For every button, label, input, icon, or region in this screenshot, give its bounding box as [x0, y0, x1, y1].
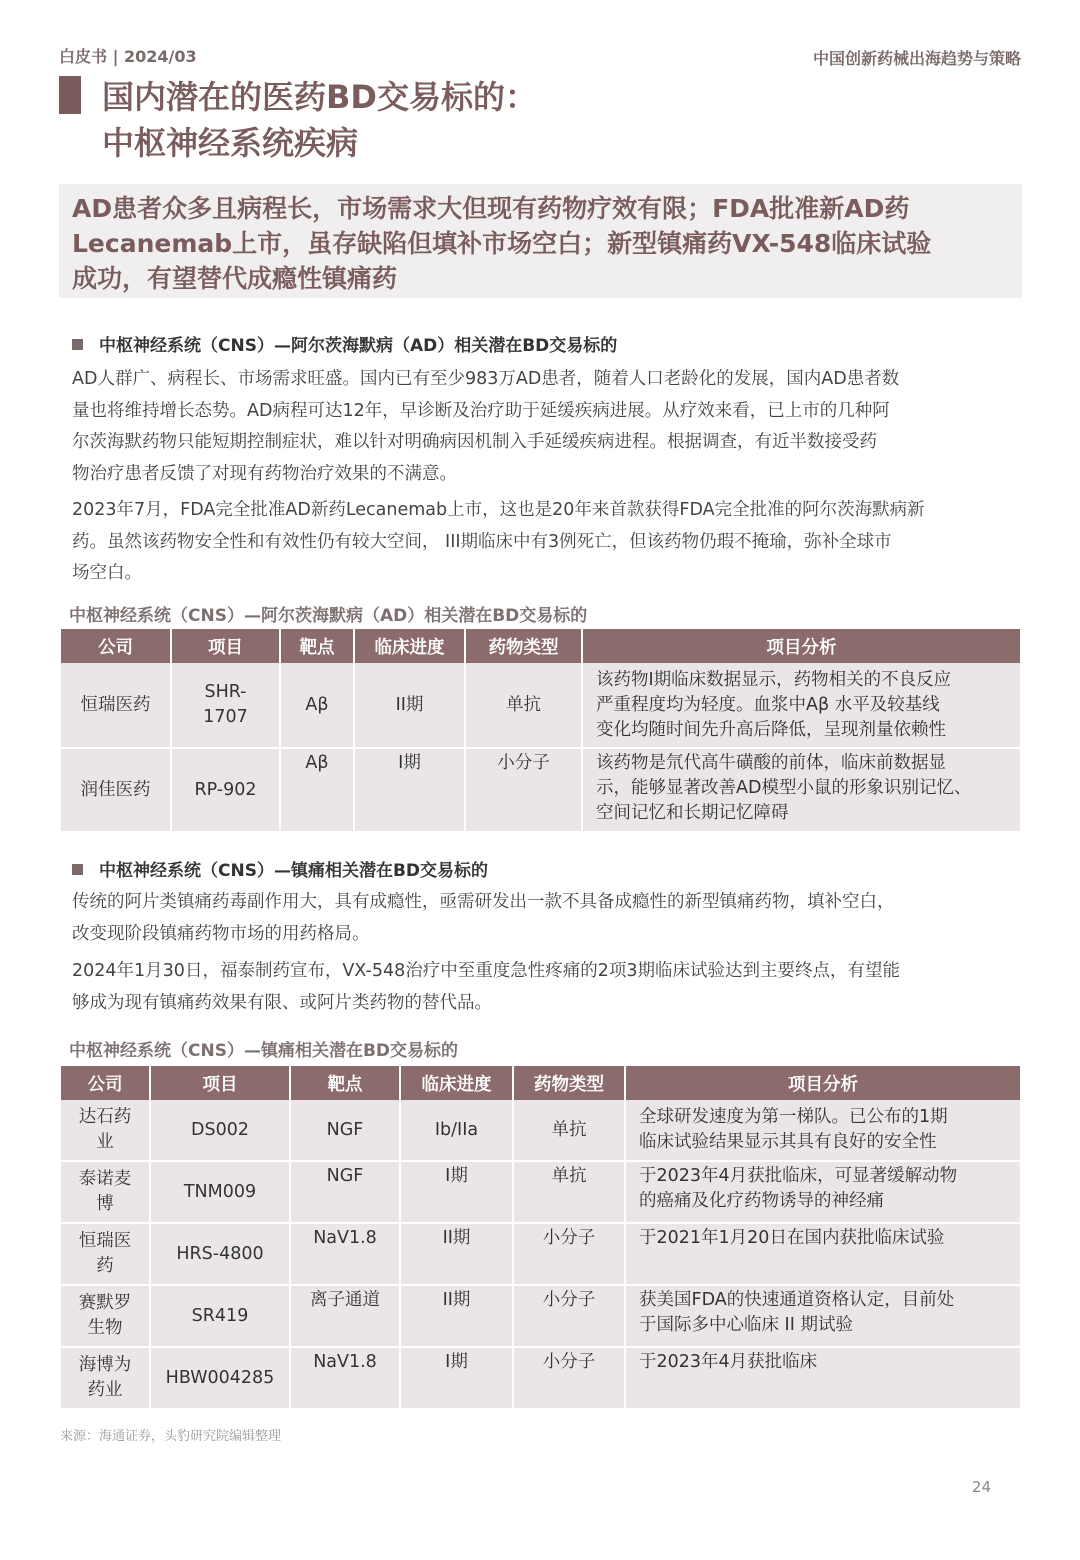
cell-company-line: 润佳医药 [80, 779, 151, 800]
cell-project [151, 1162, 289, 1224]
cell-project-line: TNM009 [183, 1181, 257, 1202]
cell-type: 单抗 [514, 1100, 624, 1162]
cell-phase: II期 [401, 1286, 512, 1348]
cell-project [151, 1286, 289, 1348]
cell-project [172, 663, 279, 749]
page-title-line2: 中枢神经系统疾病 [102, 124, 359, 162]
cell-project [151, 1224, 289, 1286]
summary-line: AD患者众多且病程长，市场需求大但现有药物疗效有限；FDA批准新AD药 [72, 194, 910, 223]
cell-analysis [626, 1162, 1020, 1224]
text-line: 量也将维持增长态势。AD病程可达12年，早诊断及治疗助于延缓疾病进展。从疗效来看，已上市的几种阿 [72, 400, 890, 421]
cell-type: 小分子 [514, 1286, 624, 1348]
table-row [61, 1162, 1020, 1224]
table-row [61, 663, 1020, 749]
page-title [102, 74, 537, 166]
cell-analysis-line: 于2021年1月20日在国内获批临床试验 [639, 1228, 945, 1248]
cell-phase: Ib/IIa [401, 1100, 512, 1162]
cell-analysis-line: 示，能够显著改善AD模型小鼠的形象识别记忆、 [596, 778, 972, 798]
cell-company-line: 海博为 [78, 1355, 132, 1375]
text-line: 改变现阶段镇痛药物市场的用药格局。 [72, 923, 370, 944]
cell-analysis [583, 749, 1020, 833]
table-row [61, 749, 1020, 833]
section1-heading-text: 中枢神经系统（CNS）—阿尔茨海默病（AD）相关潜在BD交易标的 [99, 336, 618, 356]
title-accent-bar [59, 76, 81, 114]
cell-target: Aβ [281, 663, 353, 749]
cell-project-line: HRS-4800 [176, 1243, 264, 1264]
section1-paragraph2 [72, 495, 1017, 590]
text-line: AD人群广、病程长、市场需求旺盛。国内已有至少983万AD患者，随着人口老龄化的发展，国内AD患者数 [72, 369, 900, 389]
cell-company-line: 恒瑞医药 [80, 694, 151, 715]
table-header: 项目 [172, 629, 279, 663]
section2-heading-text: 中枢神经系统（CNS）—镇痛相关潜在BD交易标的 [99, 861, 489, 881]
summary-line: 成功，有望替代成瘾性镇痛药 [72, 264, 398, 293]
cell-company [61, 1162, 149, 1224]
table-header: 公司 [61, 1066, 149, 1100]
cell-analysis-line: 获美国FDA的快速通道资格认定，目前处 [639, 1290, 955, 1310]
bullet-square-icon [72, 339, 83, 350]
section1-heading [72, 331, 617, 356]
section2-heading [72, 856, 488, 881]
cell-analysis-line: 该药物I期临床数据显示，药物相关的不良反应 [596, 669, 952, 690]
cell-company [61, 749, 170, 833]
cell-target: Aβ [281, 749, 353, 833]
cell-analysis-line: 空间记忆和长期记忆障碍 [596, 803, 789, 823]
cell-project-line: SR419 [191, 1305, 249, 1326]
summary-line: Lecanemab上市，虽存缺陷但填补市场空白；新型镇痛药VX-548临床试验 [72, 229, 932, 258]
cell-company [61, 663, 170, 749]
cell-company-line: 赛默罗 [78, 1293, 132, 1313]
cell-company-line: 恒瑞医 [78, 1231, 132, 1251]
cell-analysis [626, 1348, 1020, 1410]
table-header: 公司 [61, 629, 170, 663]
table1-caption: 中枢神经系统（CNS）—阿尔茨海默病（AD）相关潜在BD交易标的 [69, 606, 588, 626]
text-line: 2024年1月30日，福泰制药宣布，VX-548治疗中至重度急性疼痛的2项3期临床试验达到主要终点，有望能 [72, 961, 901, 981]
cell-analysis-line: 该药物是氘代高牛磺酸的前体，临床前数据显 [596, 753, 946, 773]
table1 [59, 629, 1022, 833]
table-row [61, 1348, 1020, 1410]
table-row [61, 1224, 1020, 1286]
cell-phase: II期 [401, 1224, 512, 1286]
cell-analysis-line: 于2023年4月获批临床，可显著缓解动物 [639, 1166, 958, 1186]
section1-paragraph1 [72, 364, 1017, 490]
cell-analysis-line: 于2023年4月获批临床 [639, 1352, 818, 1372]
cell-target: NaV1.8 [291, 1348, 399, 1410]
text-line: 传统的阿片类镇痛药毒副作用大，具有成瘾性，亟需研发出一款不具备成瘾性的新型镇痛药物，填补空白， [72, 892, 895, 912]
table-header: 临床进度 [355, 629, 464, 663]
cell-analysis-line: 严重程度均为轻度。血浆中Aβ 水平及较基线 [596, 694, 940, 715]
cell-project-line: 1707 [203, 707, 248, 727]
cell-analysis-line: 变化均随时间先升高后降低，呈现剂量依赖性 [596, 719, 946, 740]
cell-project-line: RP-902 [194, 779, 257, 800]
text-line: 2023年7月，FDA完全批准AD新药Lecanemab上市，这也是20年来首款获得FDA完全批准的阿尔茨海默病新 [72, 500, 925, 520]
cell-project [151, 1348, 289, 1410]
cell-company-line: 药 [96, 1256, 114, 1276]
table-header: 项目 [151, 1066, 289, 1100]
table-header: 项目分析 [626, 1066, 1020, 1100]
cell-project-line: DS002 [191, 1119, 249, 1140]
table-header: 药物类型 [514, 1066, 624, 1100]
cell-type: 单抗 [466, 663, 581, 749]
cell-type: 单抗 [514, 1162, 624, 1224]
text-line: 够成为现有镇痛药效果有限、或阿片类药物的替代品。 [72, 992, 492, 1013]
cell-analysis-line: 全球研发速度为第一梯队。已公布的1期 [639, 1107, 948, 1127]
cell-target: 离子通道 [291, 1286, 399, 1348]
table-header: 药物类型 [466, 629, 581, 663]
cell-type: 小分子 [466, 749, 581, 833]
table-header: 靶点 [281, 629, 353, 663]
cell-company [61, 1100, 149, 1162]
table2 [59, 1066, 1022, 1410]
cell-company [61, 1224, 149, 1286]
page-number: 24 [971, 1478, 991, 1496]
cell-company [61, 1286, 149, 1348]
cell-project [151, 1100, 289, 1162]
cell-project [172, 749, 279, 833]
cell-analysis [626, 1224, 1020, 1286]
cell-company-line: 泰诺麦 [78, 1169, 132, 1189]
cell-phase: II期 [355, 663, 464, 749]
cell-analysis [626, 1100, 1020, 1162]
summary-box [59, 184, 1022, 298]
table-row [61, 1286, 1020, 1348]
cell-analysis [583, 663, 1020, 749]
page-title-line1: 国内潜在的医药BD交易标的： [102, 78, 537, 116]
cell-company-line: 生物 [87, 1318, 123, 1338]
cell-company [61, 1348, 149, 1410]
cell-target: NaV1.8 [291, 1224, 399, 1286]
cell-company-line: 药业 [87, 1380, 123, 1400]
text-line: 物治疗患者反馈了对现有药物治疗效果的不满意。 [72, 463, 457, 484]
cell-analysis [626, 1286, 1020, 1348]
cell-company-line: 达石药 [78, 1107, 132, 1127]
cell-company-line: 业 [96, 1132, 114, 1152]
cell-project-line: HBW004285 [165, 1367, 275, 1388]
cell-company-line: 博 [96, 1194, 114, 1214]
cell-type: 小分子 [514, 1224, 624, 1286]
table-header: 项目分析 [583, 629, 1020, 663]
cell-project-line: SHR- [204, 682, 247, 702]
cell-type: 小分子 [514, 1348, 624, 1410]
table2-caption: 中枢神经系统（CNS）—镇痛相关潜在BD交易标的 [69, 1041, 459, 1061]
text-line: 药。虽然该药物安全性和有效性仍有较大空间， III期临床中有3例死亡，但该药物仍瑕不掩瑜，弥补全球市 [72, 531, 892, 552]
source-note: 来源：海通证券，头豹研究院编辑整理 [60, 1429, 282, 1444]
section2-paragraph2 [72, 956, 1017, 1019]
cell-analysis-line: 的癌痛及化疗药物诱导的神经痛 [639, 1191, 884, 1211]
cell-phase: I期 [355, 749, 464, 833]
cell-target: NGF [291, 1100, 399, 1162]
header-left: 白皮书 | 2024/03 [59, 47, 197, 66]
bullet-square-icon [72, 864, 83, 875]
section2-paragraph1 [72, 887, 1017, 950]
cell-analysis-line: 临床试验结果显示其具有良好的安全性 [639, 1132, 937, 1152]
text-line: 场空白。 [72, 563, 142, 583]
cell-phase: I期 [401, 1348, 512, 1410]
table-row [61, 1100, 1020, 1162]
cell-phase: I期 [401, 1162, 512, 1224]
table-header: 临床进度 [401, 1066, 512, 1100]
cell-analysis-line: 于国际多中心临床 II 期试验 [639, 1315, 853, 1335]
cell-target: NGF [291, 1162, 399, 1224]
table-header: 靶点 [291, 1066, 399, 1100]
header-right: 中国创新药械出海趋势与策略 [812, 49, 1021, 68]
text-line: 尔茨海默药物只能短期控制症状，难以针对明确病因机制入手延缓疾病进程。根据调查，有近半数接受药 [72, 432, 877, 452]
